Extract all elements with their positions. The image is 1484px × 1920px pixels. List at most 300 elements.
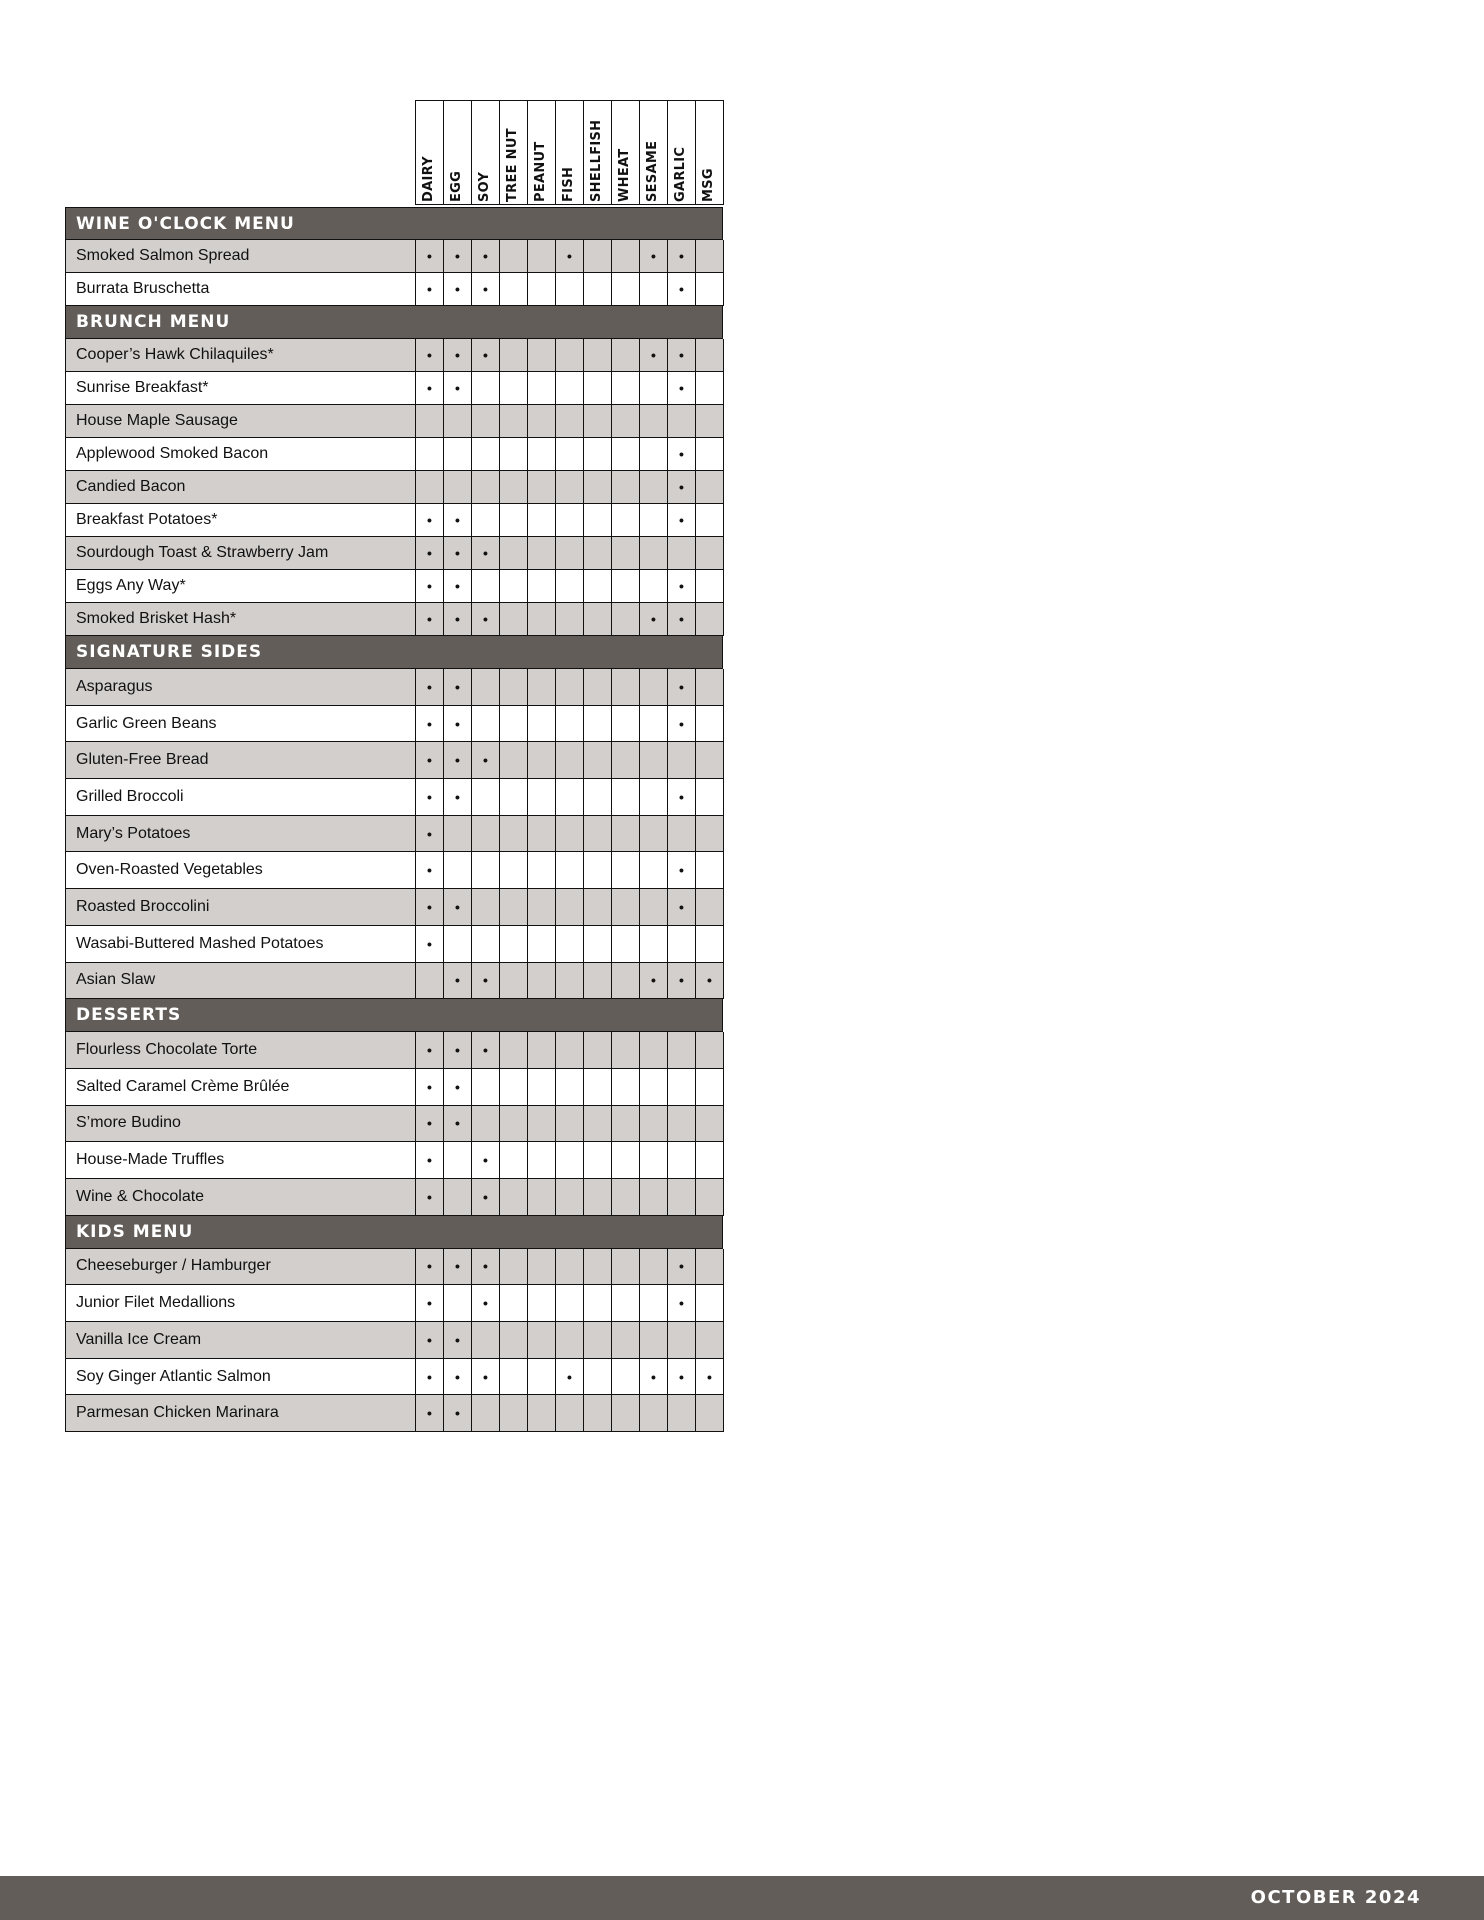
menu-item-row bbox=[65, 889, 724, 926]
allergen-cell bbox=[528, 1179, 556, 1216]
allergen-cell bbox=[640, 438, 668, 471]
menu-item-name: Garlic Green Beans bbox=[65, 706, 416, 743]
allergen-column-header bbox=[668, 100, 696, 205]
allergen-dot: • bbox=[416, 1032, 444, 1069]
allergen-cell bbox=[556, 963, 584, 1000]
allergen-cell bbox=[444, 471, 472, 504]
allergen-cell bbox=[668, 1322, 696, 1359]
allergen-cell bbox=[584, 779, 612, 816]
allergen-dot: • bbox=[416, 1142, 444, 1179]
allergen-cell bbox=[696, 1142, 724, 1179]
allergen-dot: • bbox=[416, 742, 444, 779]
allergen-cell bbox=[472, 926, 500, 963]
allergen-cell bbox=[528, 603, 556, 636]
allergen-cell bbox=[584, 504, 612, 537]
allergen-cell bbox=[500, 240, 528, 273]
allergen-cell bbox=[472, 1322, 500, 1359]
allergen-cell bbox=[556, 603, 584, 636]
allergen-dot: • bbox=[696, 963, 724, 1000]
menu-item-name: Asparagus bbox=[65, 669, 416, 706]
allergen-cell bbox=[556, 537, 584, 570]
allergen-cell bbox=[472, 1106, 500, 1143]
allergen-cell bbox=[444, 438, 472, 471]
allergen-dot: • bbox=[668, 504, 696, 537]
allergen-dot: • bbox=[668, 889, 696, 926]
allergen-cell bbox=[500, 1285, 528, 1322]
allergen-dot: • bbox=[416, 1179, 444, 1216]
menu-item-name: Sunrise Breakfast* bbox=[65, 372, 416, 405]
allergen-cell bbox=[584, 1069, 612, 1106]
allergen-dot: • bbox=[416, 1069, 444, 1106]
allergen-dot: • bbox=[444, 669, 472, 706]
allergen-column-header bbox=[696, 100, 724, 205]
allergen-cell bbox=[416, 963, 444, 1000]
allergen-dot: • bbox=[444, 706, 472, 743]
menu-item-name: Wine & Chocolate bbox=[65, 1179, 416, 1216]
menu-item-row bbox=[65, 1069, 724, 1106]
allergen-cell bbox=[472, 504, 500, 537]
allergen-dot: • bbox=[668, 570, 696, 603]
allergen-dot: • bbox=[556, 1359, 584, 1396]
allergen-cell bbox=[584, 1032, 612, 1069]
allergen-cell bbox=[500, 1032, 528, 1069]
allergen-cell bbox=[528, 471, 556, 504]
allergen-cell bbox=[612, 240, 640, 273]
allergen-dot: • bbox=[668, 603, 696, 636]
allergen-column-label: WHEAT bbox=[617, 148, 632, 202]
allergen-cell bbox=[640, 570, 668, 603]
allergen-cell bbox=[472, 669, 500, 706]
allergen-cell bbox=[696, 742, 724, 779]
allergen-cell bbox=[584, 537, 612, 570]
allergen-cell bbox=[472, 816, 500, 853]
allergen-dot: • bbox=[640, 240, 668, 273]
allergen-cell bbox=[640, 1032, 668, 1069]
allergen-cell bbox=[696, 372, 724, 405]
menu-item-name: Eggs Any Way* bbox=[65, 570, 416, 603]
menu-item-row bbox=[65, 1106, 724, 1143]
allergen-column-label: TREE NUT bbox=[505, 128, 520, 202]
allergen-cell bbox=[500, 1069, 528, 1106]
allergen-dot: • bbox=[444, 1359, 472, 1396]
menu-item-name: Flourless Chocolate Torte bbox=[65, 1032, 416, 1069]
allergen-cell bbox=[500, 603, 528, 636]
menu-item-row bbox=[65, 816, 724, 853]
allergen-cell bbox=[556, 372, 584, 405]
allergen-cell bbox=[528, 372, 556, 405]
allergen-cell bbox=[612, 273, 640, 306]
allergen-cell bbox=[696, 816, 724, 853]
menu-item-row bbox=[65, 240, 724, 273]
section-header: WINE O'CLOCK MENU bbox=[65, 207, 723, 240]
allergen-cell bbox=[696, 339, 724, 372]
allergen-cell bbox=[500, 963, 528, 1000]
allergen-cell bbox=[584, 339, 612, 372]
allergen-cell bbox=[640, 779, 668, 816]
allergen-cell bbox=[696, 926, 724, 963]
allergen-cell bbox=[612, 603, 640, 636]
allergen-cell bbox=[696, 504, 724, 537]
allergen-cell bbox=[612, 537, 640, 570]
allergen-cell bbox=[584, 963, 612, 1000]
allergen-cell bbox=[444, 926, 472, 963]
allergen-dot: • bbox=[416, 273, 444, 306]
allergen-column-label: SHELLFISH bbox=[589, 119, 604, 202]
allergen-cell bbox=[584, 926, 612, 963]
allergen-cell bbox=[640, 706, 668, 743]
allergen-chart bbox=[65, 100, 724, 1432]
allergen-cell bbox=[584, 471, 612, 504]
allergen-cell bbox=[696, 779, 724, 816]
allergen-dot: • bbox=[416, 240, 444, 273]
allergen-cell bbox=[584, 669, 612, 706]
allergen-cell bbox=[668, 742, 696, 779]
allergen-dot: • bbox=[416, 852, 444, 889]
allergen-cell bbox=[556, 669, 584, 706]
allergen-cell bbox=[556, 1285, 584, 1322]
menu-item-name: Sourdough Toast & Strawberry Jam bbox=[65, 537, 416, 570]
allergen-cell bbox=[528, 669, 556, 706]
allergen-dot: • bbox=[472, 1179, 500, 1216]
allergen-cell bbox=[640, 1106, 668, 1143]
allergen-dot: • bbox=[444, 1395, 472, 1432]
allergen-cell bbox=[556, 1106, 584, 1143]
allergen-cell bbox=[528, 1106, 556, 1143]
allergen-cell bbox=[500, 779, 528, 816]
allergen-cell bbox=[500, 889, 528, 926]
allergen-dot: • bbox=[444, 603, 472, 636]
footer-bar bbox=[0, 1876, 1484, 1920]
allergen-cell bbox=[696, 669, 724, 706]
allergen-cell bbox=[556, 816, 584, 853]
allergen-cell bbox=[640, 1142, 668, 1179]
allergen-cell bbox=[584, 1285, 612, 1322]
allergen-cell bbox=[612, 1069, 640, 1106]
allergen-cell bbox=[528, 438, 556, 471]
allergen-cell bbox=[696, 706, 724, 743]
allergen-cell bbox=[640, 852, 668, 889]
allergen-dot: • bbox=[556, 240, 584, 273]
allergen-cell bbox=[528, 706, 556, 743]
allergen-dot: • bbox=[416, 926, 444, 963]
allergen-cell bbox=[472, 372, 500, 405]
allergen-cell bbox=[500, 405, 528, 438]
allergen-dot: • bbox=[668, 273, 696, 306]
menu-item-name: S’more Budino bbox=[65, 1106, 416, 1143]
allergen-cell bbox=[528, 779, 556, 816]
allergen-cell bbox=[444, 1179, 472, 1216]
allergen-dot: • bbox=[640, 339, 668, 372]
allergen-cell bbox=[472, 889, 500, 926]
allergen-dot: • bbox=[444, 889, 472, 926]
allergen-cell bbox=[668, 405, 696, 438]
allergen-cell bbox=[696, 889, 724, 926]
allergen-cell bbox=[528, 1359, 556, 1396]
allergen-cell bbox=[556, 405, 584, 438]
allergen-cell bbox=[584, 1106, 612, 1143]
allergen-cell bbox=[500, 1106, 528, 1143]
allergen-cell bbox=[528, 926, 556, 963]
allergen-cell bbox=[696, 852, 724, 889]
allergen-dot: • bbox=[472, 1142, 500, 1179]
allergen-cell bbox=[612, 504, 640, 537]
allergen-dot: • bbox=[668, 852, 696, 889]
allergen-cell bbox=[528, 504, 556, 537]
allergen-cell bbox=[584, 405, 612, 438]
allergen-cell bbox=[668, 1069, 696, 1106]
allergen-dot: • bbox=[416, 816, 444, 853]
allergen-dot: • bbox=[472, 1359, 500, 1396]
allergen-cell bbox=[640, 1179, 668, 1216]
menu-item-name: Vanilla Ice Cream bbox=[65, 1322, 416, 1359]
allergen-cell bbox=[640, 742, 668, 779]
allergen-cell bbox=[528, 1249, 556, 1286]
allergen-dot: • bbox=[668, 963, 696, 1000]
allergen-cell bbox=[528, 1395, 556, 1432]
allergen-cell bbox=[612, 405, 640, 438]
allergen-dot: • bbox=[472, 1249, 500, 1286]
allergen-dot: • bbox=[668, 1285, 696, 1322]
allergen-cell bbox=[416, 438, 444, 471]
allergen-cell bbox=[556, 339, 584, 372]
allergen-cell bbox=[640, 537, 668, 570]
allergen-cell bbox=[612, 963, 640, 1000]
allergen-dot: • bbox=[444, 339, 472, 372]
menu-item-row bbox=[65, 706, 724, 743]
allergen-cell bbox=[696, 438, 724, 471]
allergen-cell bbox=[528, 1032, 556, 1069]
allergen-column-header bbox=[500, 100, 528, 205]
allergen-cell bbox=[556, 742, 584, 779]
allergen-cell bbox=[696, 537, 724, 570]
allergen-cell bbox=[640, 1069, 668, 1106]
allergen-cell bbox=[696, 1249, 724, 1286]
allergen-cell bbox=[584, 1359, 612, 1396]
menu-item-name: Parmesan Chicken Marinara bbox=[65, 1395, 416, 1432]
allergen-cell bbox=[528, 852, 556, 889]
menu-item-name: Asian Slaw bbox=[65, 963, 416, 1000]
allergen-cell bbox=[500, 1359, 528, 1396]
allergen-dot: • bbox=[640, 1359, 668, 1396]
allergen-cell bbox=[556, 273, 584, 306]
allergen-cell bbox=[584, 816, 612, 853]
allergen-cell bbox=[612, 339, 640, 372]
allergen-cell bbox=[612, 742, 640, 779]
allergen-dot: • bbox=[444, 273, 472, 306]
allergen-cell bbox=[612, 1249, 640, 1286]
allergen-dot: • bbox=[416, 1249, 444, 1286]
allergen-dot: • bbox=[416, 1359, 444, 1396]
allergen-cell bbox=[472, 471, 500, 504]
allergen-cell bbox=[528, 1285, 556, 1322]
allergen-cell bbox=[612, 1359, 640, 1396]
menu-item-row bbox=[65, 669, 724, 706]
allergen-column-header bbox=[472, 100, 500, 205]
allergen-dot: • bbox=[416, 603, 444, 636]
allergen-cell bbox=[500, 537, 528, 570]
allergen-cell bbox=[612, 1032, 640, 1069]
allergen-dot: • bbox=[444, 742, 472, 779]
allergen-dot: • bbox=[444, 1106, 472, 1143]
menu-item-name: House Maple Sausage bbox=[65, 405, 416, 438]
allergen-cell bbox=[612, 926, 640, 963]
menu-item-row bbox=[65, 504, 724, 537]
allergen-cell bbox=[612, 438, 640, 471]
allergen-cell bbox=[556, 1179, 584, 1216]
allergen-cell bbox=[696, 1179, 724, 1216]
allergen-dot: • bbox=[444, 372, 472, 405]
allergen-dot: • bbox=[668, 669, 696, 706]
menu-item-row bbox=[65, 926, 724, 963]
allergen-cell bbox=[584, 1179, 612, 1216]
allergen-dot: • bbox=[668, 706, 696, 743]
allergen-cell bbox=[556, 504, 584, 537]
allergen-cell bbox=[696, 240, 724, 273]
allergen-cell bbox=[500, 742, 528, 779]
allergen-cell bbox=[640, 816, 668, 853]
allergen-cell bbox=[584, 889, 612, 926]
allergen-cell bbox=[500, 669, 528, 706]
allergen-cell bbox=[556, 1069, 584, 1106]
allergen-cell bbox=[584, 1322, 612, 1359]
allergen-cell bbox=[500, 438, 528, 471]
menu-item-row bbox=[65, 1179, 724, 1216]
allergen-dot: • bbox=[444, 537, 472, 570]
allergen-dot: • bbox=[696, 1359, 724, 1396]
menu-item-row bbox=[65, 1285, 724, 1322]
allergen-cell bbox=[640, 273, 668, 306]
allergen-cell bbox=[472, 405, 500, 438]
menu-item-row bbox=[65, 1142, 724, 1179]
menu-item-name: Breakfast Potatoes* bbox=[65, 504, 416, 537]
allergen-cell bbox=[612, 779, 640, 816]
allergen-cell bbox=[472, 779, 500, 816]
menu-item-name: Smoked Brisket Hash* bbox=[65, 603, 416, 636]
allergen-cell bbox=[640, 1322, 668, 1359]
allergen-cell bbox=[640, 405, 668, 438]
allergen-cell bbox=[668, 816, 696, 853]
allergen-cell bbox=[416, 405, 444, 438]
allergen-cell bbox=[612, 1322, 640, 1359]
menu-item-row bbox=[65, 273, 724, 306]
allergen-header-row bbox=[65, 100, 724, 207]
allergen-column-header bbox=[444, 100, 472, 205]
menu-item-row bbox=[65, 438, 724, 471]
section-header: SIGNATURE SIDES bbox=[65, 636, 723, 669]
allergen-column-label: SESAME bbox=[645, 140, 660, 202]
allergen-cell bbox=[696, 1069, 724, 1106]
allergen-cell bbox=[528, 273, 556, 306]
menu-item-row bbox=[65, 1395, 724, 1432]
menu-item-name: Gluten-Free Bread bbox=[65, 742, 416, 779]
allergen-cell bbox=[584, 706, 612, 743]
allergen-cell bbox=[612, 570, 640, 603]
allergen-dot: • bbox=[416, 372, 444, 405]
menu-item-row bbox=[65, 852, 724, 889]
allergen-cell bbox=[668, 1032, 696, 1069]
allergen-cell bbox=[472, 852, 500, 889]
allergen-cell bbox=[696, 1032, 724, 1069]
allergen-cell bbox=[640, 669, 668, 706]
allergen-cell bbox=[556, 926, 584, 963]
allergen-cell bbox=[444, 1142, 472, 1179]
allergen-cell bbox=[640, 504, 668, 537]
allergen-cell bbox=[612, 669, 640, 706]
menu-item-row bbox=[65, 1032, 724, 1069]
allergen-dot: • bbox=[416, 570, 444, 603]
allergen-dot: • bbox=[668, 240, 696, 273]
allergen-cell bbox=[612, 1106, 640, 1143]
menu-item-name: Oven-Roasted Vegetables bbox=[65, 852, 416, 889]
allergen-dot: • bbox=[416, 504, 444, 537]
menu-item-row bbox=[65, 570, 724, 603]
allergen-cell bbox=[500, 471, 528, 504]
allergen-dot: • bbox=[444, 1322, 472, 1359]
allergen-cell bbox=[500, 1395, 528, 1432]
allergen-dot: • bbox=[416, 339, 444, 372]
allergen-cell bbox=[500, 273, 528, 306]
allergen-cell bbox=[668, 926, 696, 963]
allergen-cell bbox=[444, 816, 472, 853]
allergen-cell bbox=[416, 471, 444, 504]
allergen-cell bbox=[500, 1179, 528, 1216]
allergen-cell bbox=[500, 570, 528, 603]
allergen-dot: • bbox=[472, 240, 500, 273]
allergen-cell bbox=[668, 1395, 696, 1432]
allergen-dot: • bbox=[472, 1285, 500, 1322]
allergen-column-header bbox=[528, 100, 556, 205]
allergen-cell bbox=[696, 1285, 724, 1322]
allergen-dot: • bbox=[472, 537, 500, 570]
allergen-cell bbox=[528, 339, 556, 372]
allergen-dot: • bbox=[416, 1322, 444, 1359]
allergen-cell bbox=[584, 1249, 612, 1286]
allergen-dot: • bbox=[444, 1032, 472, 1069]
menu-sections bbox=[65, 207, 724, 1432]
allergen-dot: • bbox=[472, 963, 500, 1000]
allergen-cell bbox=[696, 570, 724, 603]
allergen-cell bbox=[472, 706, 500, 743]
allergen-dot: • bbox=[472, 603, 500, 636]
allergen-cell bbox=[556, 570, 584, 603]
allergen-cell bbox=[556, 1142, 584, 1179]
allergen-cell bbox=[528, 537, 556, 570]
allergen-cell bbox=[500, 339, 528, 372]
allergen-column-label: EGG bbox=[449, 170, 464, 202]
allergen-cell bbox=[528, 1142, 556, 1179]
menu-item-name: Salted Caramel Crème Brûlée bbox=[65, 1069, 416, 1106]
allergen-cell bbox=[500, 926, 528, 963]
allergen-dot: • bbox=[668, 438, 696, 471]
allergen-column-header bbox=[584, 100, 612, 205]
allergen-cell bbox=[696, 405, 724, 438]
menu-item-name: House-Made Truffles bbox=[65, 1142, 416, 1179]
allergen-cell bbox=[612, 706, 640, 743]
allergen-cell bbox=[500, 852, 528, 889]
allergen-cell bbox=[584, 240, 612, 273]
allergen-dot: • bbox=[668, 372, 696, 405]
allergen-cell bbox=[668, 1142, 696, 1179]
allergen-dot: • bbox=[416, 537, 444, 570]
allergen-cell bbox=[500, 1142, 528, 1179]
allergen-cell bbox=[556, 438, 584, 471]
allergen-cell bbox=[500, 1249, 528, 1286]
menu-item-name: Cooper’s Hawk Chilaquiles* bbox=[65, 339, 416, 372]
allergen-cell bbox=[640, 1285, 668, 1322]
menu-item-name: Junior Filet Medallions bbox=[65, 1285, 416, 1322]
menu-item-name: Smoked Salmon Spread bbox=[65, 240, 416, 273]
allergen-column-header bbox=[612, 100, 640, 205]
